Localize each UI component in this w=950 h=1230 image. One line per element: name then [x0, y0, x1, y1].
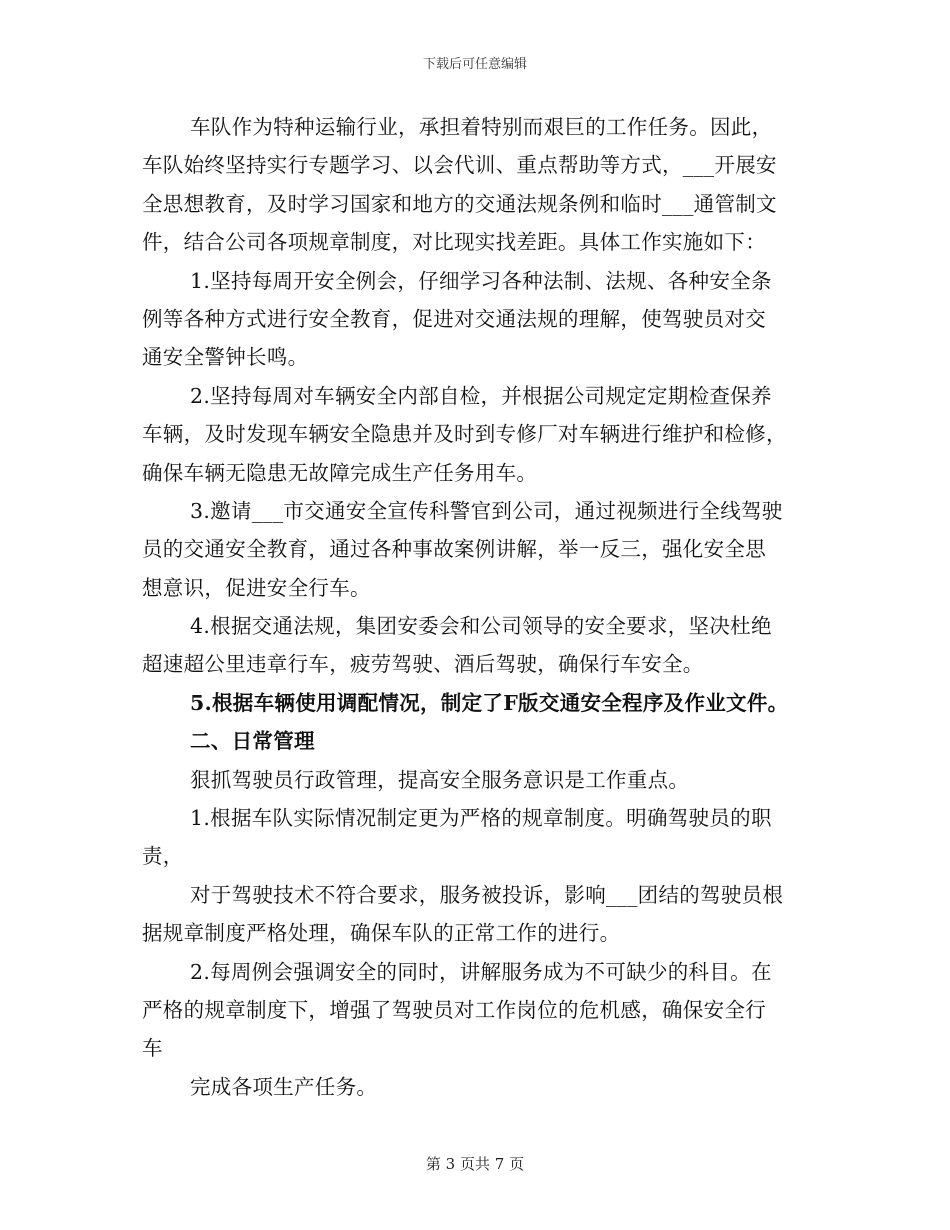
text-line-bold: 5.根据车辆使用调配情况，制定了F版交通安全程序及作业文件。 [190, 690, 789, 715]
text-line: 车 [142, 1036, 163, 1061]
text-line: 3.邀请___市交通安全宣传科警官到公司，通过视频进行全线驾驶 [190, 498, 783, 523]
text-line: 想意识，促进安全行车。 [142, 575, 371, 600]
text-line: 1.坚持每周开安全例会，仔细学习各种法制、法规、各种安全条 [190, 268, 772, 293]
text-line: 4.根据交通法规，集团安委会和公司领导的安全要求，坚决杜绝 [190, 614, 772, 639]
text-line: 车队作为特种运输行业，承担着特别而艰巨的工作任务。因此， [190, 115, 773, 139]
text-line: 确保车辆无隐患无故障完成生产任务用车。 [142, 460, 538, 485]
text-line: 据规章制度严格处理，确保车队的正常工作的进行。 [142, 921, 621, 946]
text-line: 件，结合公司各项规章制度，对比现实找差距。具体工作实施如下： [142, 230, 766, 255]
page-header: 下载后可任意编辑 [422, 57, 527, 72]
text-line: 超速超公里违章行车，疲劳驾驶、酒后驾驶，确保行车安全。 [142, 652, 704, 677]
text-line: 1.根据车队实际情况制定更为严格的规章制度。明确驾驶员的职 [190, 806, 772, 831]
document-body [142, 108, 812, 1106]
text-line: 严格的规章制度下，增强了驾驶员对工作岗位的危机感，确保安全行 [142, 997, 766, 1022]
text-line: 2.每周例会强调安全的同时，讲解服务成为不可缺少的科目。在 [190, 959, 772, 984]
text-line: 完成各项生产任务。 [190, 1074, 378, 1099]
text-line: 全思想教育，及时学习国家和地方的交通法规条例和临时___通管制文 [142, 191, 777, 216]
text-line: 2.坚持每周对车辆安全内部自检，并根据公司规定定期检查保养 [190, 383, 772, 408]
section-heading: 二、日常管理 [190, 729, 315, 754]
page-footer: 第 3 页共 7 页 [425, 1155, 525, 1173]
text-line: 车队始终坚持实行专题学习、以会代训、重点帮助等方式，___开展安 [142, 153, 777, 178]
text-line: 员的交通安全教育，通过各种事故案例讲解，举一反三，强化安全思 [142, 537, 766, 562]
text-line: 车辆，及时发现车辆安全隐患并及时到专修厂对车辆进行维护和检修， [142, 422, 787, 447]
text-line: 责， [142, 844, 184, 869]
text-line: 例等各种方式进行安全教育，促进对交通法规的理解，使驾驶员对交 [142, 306, 766, 331]
text-line: 狠抓驾驶员行政管理，提高安全服务意识是工作重点。 [190, 767, 690, 792]
text-line: 通安全警钟长鸣。 [142, 345, 309, 370]
text-line: 对于驾驶技术不符合要求，服务被投诉，影响___团结的驾驶员根 [190, 882, 784, 907]
